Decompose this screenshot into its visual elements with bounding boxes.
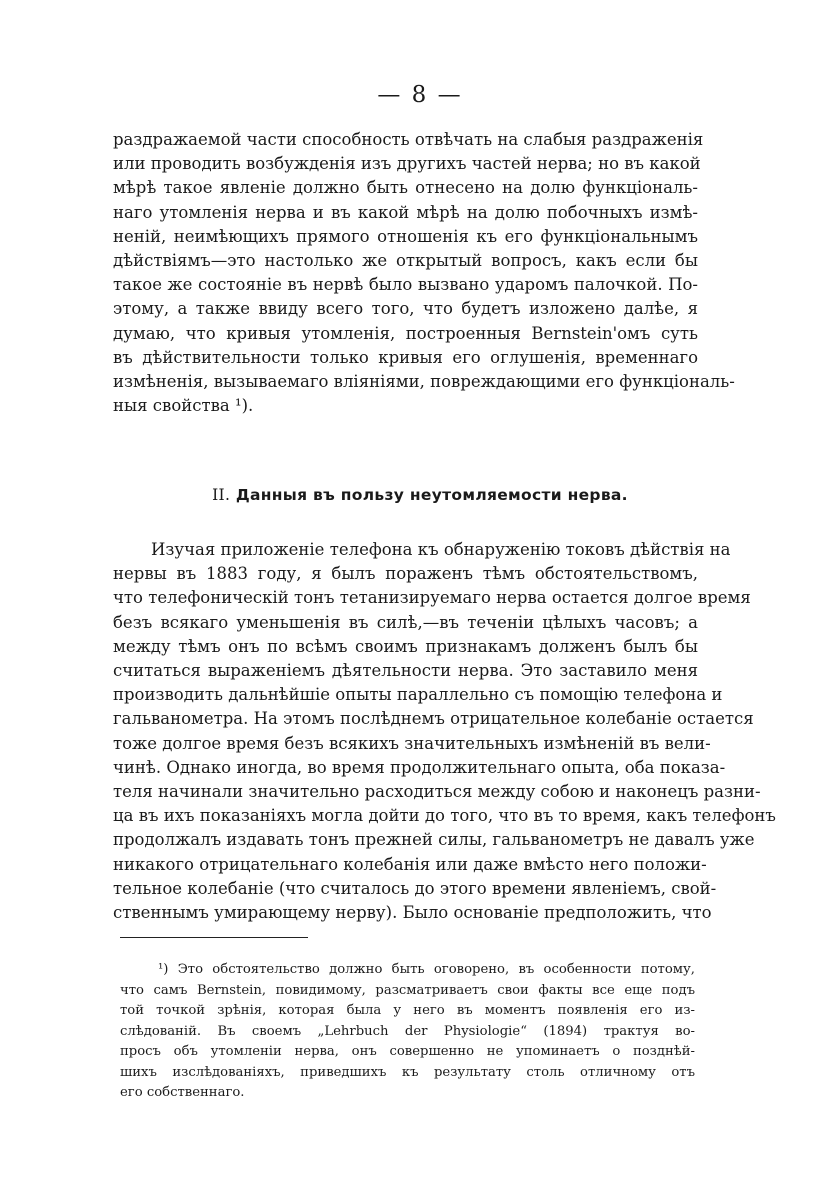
footnote-divider (120, 937, 308, 938)
text-line: производить дальнѣйшіе опыты параллельно съ помощію телефона и (113, 685, 723, 705)
paragraph-main (113, 538, 776, 925)
footnote-line: ¹) Это обстоятельство должно быть оговорено, въ особенности потому, (158, 962, 695, 977)
text-line: продолжалъ издавать тонъ прежней силы, гальванометръ не давалъ уже (113, 830, 755, 850)
page-number: — 8 — (377, 82, 463, 108)
section-title: Данныя въ пользу неутомляемости нерва. (235, 486, 628, 504)
text-line: этому, а также ввиду всего того, что будетъ изложено далѣе, я (113, 299, 698, 319)
text-line: наго утомленія нерва и въ какой мѣрѣ на долю побочныхъ измѣ- (113, 202, 698, 222)
text-line: измѣненія, вызываемаго вліяніями, повреждающими его функціональ- (113, 372, 735, 392)
text-line: ственнымъ умирающему нерву). Было основаніе предположить, что (113, 903, 712, 923)
text-line: чинѣ. Однако иногда, во время продолжительнаго опыта, оба показа- (113, 757, 726, 777)
text-line: тоже долгое время безъ всякихъ значительныхъ измѣненій въ вели- (113, 733, 711, 753)
text-line: Изучая приложеніе телефона къ обнаруженію токовъ дѣйствія на (151, 540, 731, 559)
footnote-line: его собственнаго. (120, 1085, 245, 1100)
text-line: что телефоническій тонъ тетанизируемаго нерва остается долгое время (113, 588, 751, 608)
text-line: въ дѣйствительности только кривыя его оглушенія, временнаго (113, 347, 698, 367)
text-line: раздражаемой части способность отвѣчать на слабыя раздраженія (113, 130, 704, 149)
text-line: никакого отрицательнаго колебанія или даже вмѣсто него положи- (113, 854, 707, 874)
text-line: думаю, что кривыя утомленія, построенныя Bernstein'омъ суть (113, 323, 698, 343)
footnote (120, 960, 695, 1104)
footnote-line: слѣдованій. Въ своемъ „Lehrbuch der Physiologie“ (1894) трактуя во- (120, 1023, 695, 1039)
text-line: считаться выраженіемъ дѣятельности нерва. Это заставило меня (113, 661, 698, 681)
text-line: ца въ ихъ показаніяхъ могла дойти до того, что въ то время, какъ телефонъ (113, 806, 776, 826)
text-line: или проводить возбужденія изъ другихъ частей нерва; но въ какой (113, 154, 701, 174)
text-line: теля начинали значительно расходиться между собою и наконецъ разни- (113, 782, 761, 802)
text-line: мѣрѣ такое явленіе должно быть отнесено на долю функціональ- (113, 178, 698, 198)
text-line: между тѣмъ онъ по всѣмъ своимъ признакамъ долженъ былъ бы (113, 636, 698, 656)
text-line: дѣйствіямъ—это настолько же открытый вопросъ, какъ если бы (113, 251, 698, 271)
text-line: безъ всякаго уменьшенія въ силѣ,—въ теченіи цѣлыхъ часовъ; а (113, 612, 698, 632)
section-numeral: II. (212, 486, 231, 504)
text-line: ныя свойства ¹). (113, 396, 254, 416)
text-line: неній, неимѣющихъ прямого отношенія къ его функціональнымъ (113, 226, 698, 246)
text-line: такое же состояніе въ нервѣ было вызвано ударомъ палочкой. По- (113, 275, 698, 295)
footnote-line: той точкой зрѣнія, которая была у него въ моментъ появленія его из- (120, 1003, 695, 1018)
paragraph-continuation (113, 128, 735, 418)
footnote-line: шихъ изслѣдованіяхъ, приведшихъ къ результату столь отличному отъ (120, 1064, 695, 1080)
text-line: нервы въ 1883 году, я былъ пораженъ тѣмъ обстоятельствомъ, (113, 564, 698, 584)
text-line: гальванометра. На этомъ послѣднемъ отрицательное колебаніе остается (113, 709, 754, 729)
footnote-line: что самъ Bernstein, повидимому, разсматриваетъ свои факты все еще подъ (120, 982, 695, 998)
text-line: тельное колебаніе (что считалось до этого времени явленіемъ, свой- (113, 878, 717, 898)
section-heading (0, 486, 840, 504)
footnote-line: просъ объ утомленіи нерва, онъ совершенно не упоминаетъ о позднѣй- (120, 1044, 695, 1059)
